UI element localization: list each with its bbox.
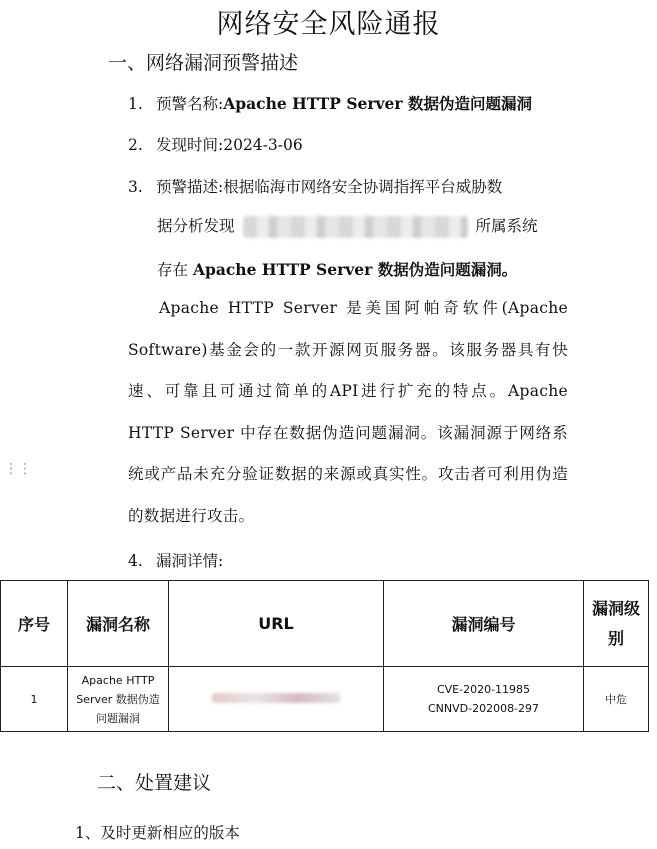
description-paragraph: Apache HTTP Server 是美国阿帕奇软件(Apache Software)基金会的一款开源网页服务器。该服务器具有快速、可靠且可通过简单的API进行扩充的特点。Apache HTTP Server 中存在数据伪造问题漏洞。该漏洞源于网络系统或产品未充分验证数据的来源或真实性。攻击者可利用伪造的数据进行攻击。 [128,299,568,525]
item-warning-desc-line2 [157,214,538,238]
section-heading-advice: 二、处置建议 [97,772,212,794]
item-label: 预警名称: [156,95,224,113]
advice-item-1: 1、及时更新相应的版本 [75,824,240,842]
item-number: 1. [128,95,143,113]
item-number: 4. [128,552,143,570]
document-title: 网络安全风险通报 [216,9,441,40]
header-level: 漏洞级别 [584,581,649,667]
header-url: URL [169,581,384,667]
item-discovery-time [128,133,303,155]
desc-text: 存在 [157,261,189,279]
cell-id [384,667,584,732]
item-text: 预警描述:根据临海市网络安全协调指挥平台威胁数 [156,178,503,196]
item-text: 漏洞详情: [156,552,224,570]
item-warning-desc [128,175,502,197]
item-number: 3. [128,178,143,196]
header-seq: 序号 [1,581,68,667]
item-value: Apache HTTP Server 数据伪造问题漏洞 [223,94,532,113]
item-number: 2. [128,136,143,154]
cell-url [169,667,384,732]
table-header-row [1,581,649,667]
desc-text: 据分析发现 [157,217,235,235]
section-heading-warning: 一、网络漏洞预警描述 [108,52,299,74]
item-warning-desc-line3 [157,258,517,280]
drag-handle-icon[interactable]: ⋮⋮ [4,461,32,477]
table-row [1,667,649,732]
vulnerability-table [0,580,649,732]
cell-seq: 1 [1,667,68,732]
cell-name: Apache HTTP Server 数据伪造问题漏洞 [68,667,169,732]
item-text: 发现时间:2024-3-06 [156,136,303,154]
item-warning-name [128,92,532,114]
cell-level: 中危 [584,667,649,732]
desc-text: 所属系统 [475,217,538,235]
header-id: 漏洞编号 [384,581,584,667]
cve-id: CVE-2020-11985 [436,683,531,696]
cnnvd-id: CNNVD-202008-297 [427,702,540,715]
desc-bold-text: Apache HTTP Server 数据伪造问题漏洞。 [192,260,518,279]
header-name: 漏洞名称 [68,581,169,667]
redacted-url [212,693,340,703]
item-vuln-details [128,549,223,571]
redacted-block [243,216,468,238]
